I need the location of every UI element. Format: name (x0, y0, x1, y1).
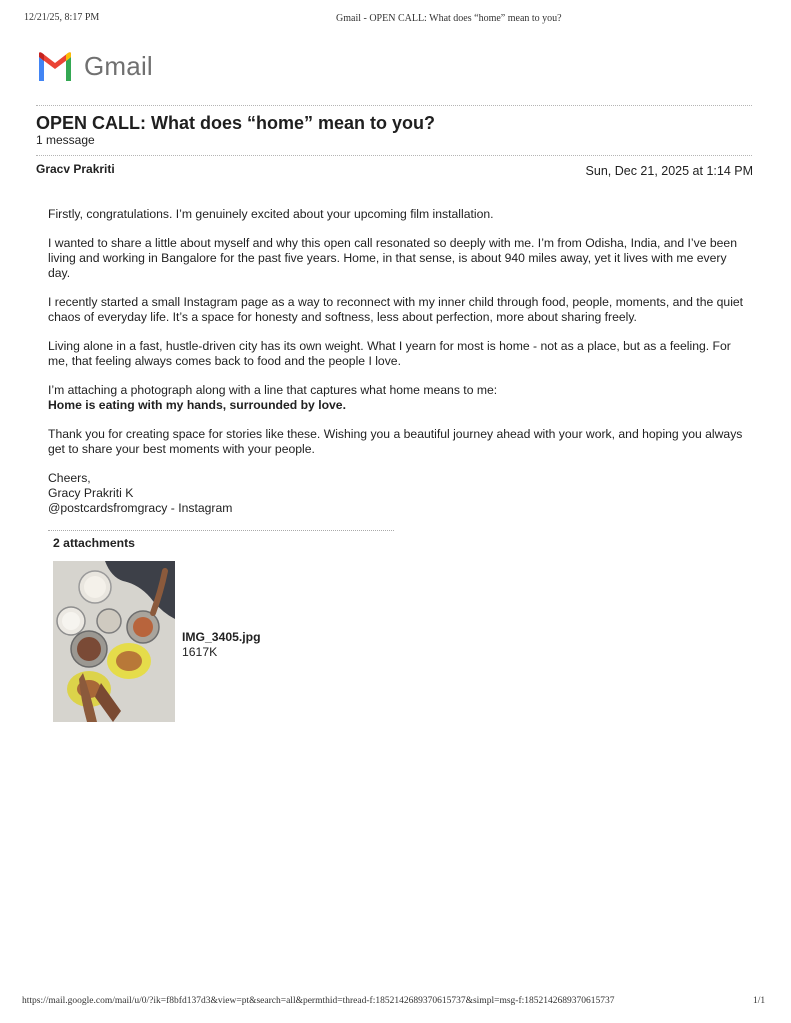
body-paragraph: I recently started a small Instagram page as a way to reconnect with my inner child through food, people, moments, and the quiet chaos of everyday life. It’s a space for honesty and softness, less about perfection, more about sharing freely. (48, 295, 744, 324)
highlight-line: Home is eating with my hands, surrounded by love. (48, 398, 346, 412)
sender-name: Gracv Prakriti (36, 162, 115, 176)
email-date: Sun, Dec 21, 2025 at 1:14 PM (585, 164, 753, 178)
signature-handle: @postcardsfromgracy - Instagram (48, 501, 233, 515)
body-paragraph: Living alone in a fast, hustle-driven city has its own weight. What I yearn for most is home - not as a place, but as a feeling. For me, that feeling always comes back to food and the people I love. (48, 339, 731, 368)
message-count: 1 message (36, 133, 95, 147)
print-header (0, 12, 791, 28)
attachment-thumbnail[interactable] (53, 561, 175, 722)
body-line: I’m attaching a photograph along with a line that captures what home means to me: (48, 383, 498, 397)
divider (48, 530, 394, 531)
signature (48, 471, 748, 516)
gmail-logo-text: Gmail (84, 50, 153, 81)
divider (36, 155, 752, 156)
attachment-file-name[interactable]: IMG_3405.jpg (182, 630, 261, 644)
print-footer (0, 996, 791, 1010)
body-paragraph (48, 383, 748, 413)
email-subject: OPEN CALL: What does “home” mean to you? (36, 113, 436, 133)
attachments-title: 2 attachments (53, 536, 135, 550)
attachment-file-size: 1617K (182, 645, 218, 659)
signature-name: Gracy Prakriti K (48, 486, 134, 500)
divider (36, 105, 752, 106)
gmail-logo[interactable] (36, 50, 153, 82)
gmail-m-icon (36, 52, 74, 81)
print-title: Gmail - OPEN CALL: What does “home” mean to you? (336, 13, 562, 24)
body-paragraph: Firstly, congratulations. I’m genuinely excited about your upcoming film installation. (48, 207, 494, 221)
body-paragraph: Thank you for creating space for stories like these. Wishing you a beautiful journey ahead with your work, and hoping you always get to share your best moments with your people. (48, 427, 743, 456)
print-url: https://mail.google.com/mail/u/0/?ik=f8bfd137d3&view=pt&search=all&permthid=thread-f:1852142689370615737&simpl=msg-f:1852142689370615737 (22, 996, 615, 1006)
print-date: 12/21/25, 8:17 PM (24, 12, 100, 23)
page-number: 1/1 (753, 996, 766, 1006)
body-paragraph: I wanted to share a little about myself and why this open call resonated so deeply with me. I’m from Odisha, India, and I’ve been living and working in Bangalore for the past five years. Home, in that sense, is about 940 miles away, yet it lives with me every day. (48, 236, 737, 280)
email-body (48, 207, 748, 530)
signature-closing: Cheers, (48, 471, 91, 485)
